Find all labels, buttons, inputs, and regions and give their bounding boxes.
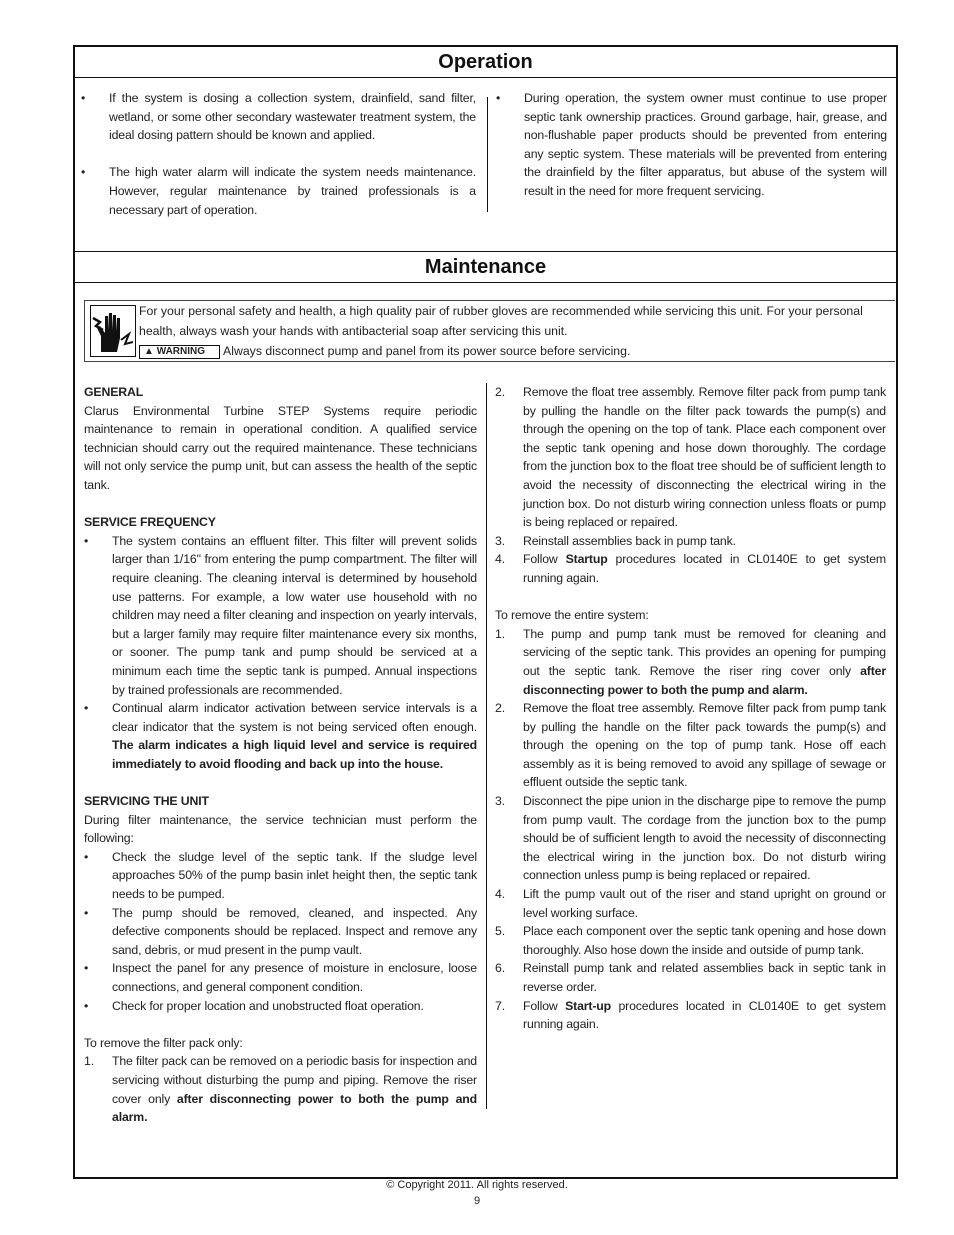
step-text: Follow — [523, 552, 558, 567]
list-item — [84, 904, 477, 960]
bullet: • — [81, 165, 86, 180]
list-item — [84, 1052, 477, 1126]
filter-pack-intro: To remove the filter pack only: — [84, 1035, 243, 1050]
servicing-text: The pump should be removed, cleaned, and inspected. Any defective components should be replaced. Inspect and remove any sand, debris, or mud present in the pump vault. — [112, 905, 477, 957]
list-item — [495, 625, 886, 699]
step-number: 1. — [495, 626, 505, 641]
step-number: 2. — [495, 385, 505, 399]
bullet: • — [496, 91, 501, 105]
servicing-text: Check for proper location and unobstructed float operation. — [112, 998, 424, 1013]
bullet: • — [84, 905, 89, 920]
step-bold-text: after disconnecting power to both the pump and alarm. — [523, 663, 886, 697]
list-item — [495, 550, 886, 587]
list-item — [84, 532, 477, 699]
step-text: Lift the pump vault out of the riser and stand upright on ground or level working surface. — [523, 887, 886, 920]
safety-text: For your personal safety and health, a high quality pair of rubber gloves are recommended while servicing this unit. For your personal health, always wash your hands with antibacterial soap after servicing this unit. — [139, 304, 863, 338]
step-number: 1. — [84, 1054, 94, 1069]
list-item — [84, 699, 477, 773]
list-item — [495, 699, 886, 792]
servicing-heading: SERVICING THE UNIT — [84, 794, 209, 809]
operation-text: If the system is dosing a collection system, drainfield, sand filter, wetland, or some other secondary wastewater treatment system, the ideal dosing pattern should be known and applied. — [109, 91, 476, 143]
step-text: Follow — [523, 998, 558, 1013]
step-bold-text: after disconnecting power to both the pump and alarm. — [112, 1091, 477, 1125]
list-item — [495, 383, 886, 532]
general-heading: GENERAL — [84, 385, 144, 399]
safety-text-block — [139, 301, 879, 361]
operation-title: Operation — [75, 47, 896, 78]
list-item — [495, 997, 886, 1034]
step-text: Remove the float tree assembly. Remove filter pack from pump tank by pulling the handle on the filter pack towards the pump(s) and through the opening on the top of tank. Place each component over the septic tank opening and hose down thoroughly. The cordage from the junction box to the float tree should be of sufficient length to avoid the necessity of disconnecting the electrical wiring in the junction box. Do not disturb wiring connection unless floats or pump is being replaced or repaired. — [523, 385, 886, 530]
list-item — [495, 792, 886, 885]
step-text: Place each component over the septic tank opening and hose down thoroughly. Also hose down the inside and outside of pump tank. — [523, 924, 886, 957]
step-number: 3. — [495, 794, 505, 809]
step-text: The pump and pump tank must be removed for cleaning and servicing of the septic tank. This provides an opening for pumping out the septic tank. Remove the riser ring cover only — [523, 626, 886, 678]
page-number: 9 — [473, 1195, 481, 1207]
list-item — [496, 89, 887, 201]
list-item — [84, 959, 477, 996]
list-item — [495, 922, 886, 959]
list-item — [84, 997, 477, 1016]
list-item — [81, 163, 476, 219]
maintenance-right-column — [495, 383, 886, 1034]
service-frequency-text: Continual alarm indicator activation between service intervals is a clear indicator that the system is not being serviced often enough. — [112, 701, 477, 734]
step-text: procedures located in CL0140E to get system running again. — [523, 552, 886, 585]
column-divider — [487, 97, 488, 212]
step-number: 3. — [495, 533, 505, 548]
step-bold-text: Start-up — [565, 998, 612, 1013]
general-text: Clarus Environmental Turbine STEP Systems require periodic maintenance to remain in operational condition. A qualified service technician should carry out the required maintenance. These technicians will not only service the pump unit, but can assess the health of the septic tank. — [84, 403, 477, 492]
list-item — [495, 885, 886, 922]
warning-text: Always disconnect pump and panel from its power source before servicing. — [223, 344, 631, 358]
step-text: Disconnect the pipe union in the discharge pipe to remove the pump from pump vault. The cordage from the junction box to the pump should be of sufficient length to avoid the necessity of disconnecting the electrical wiring in the junction box. Do not disturb wiring connection unless pump is being replaced or repaired. — [523, 794, 886, 883]
step-number: 7. — [495, 998, 505, 1013]
operation-right-column — [496, 89, 887, 201]
service-frequency-text: The system contains an effluent filter. This filter will prevent solids larger than 1/16" from entering the pump compartment. The filter will require cleaning. The cleaning interval is determined by household use patterns. For example, a low water use household with no children may need a filter cleaning and inspection on yearly intervals, but a larger family may require filter maintenance every six months, or sooner. The pump tank and pump should be serviced at a minimum each time the septic tank is pumped. Annual inspections by trained professionals are recommended. — [112, 533, 477, 697]
step-text: The filter pack can be removed on a periodic basis for inspection and servicing without disturbing the pump and piping. Remove the riser cover only — [112, 1054, 477, 1106]
hand-hazard-icon — [90, 305, 136, 357]
step-number: 6. — [495, 961, 505, 976]
list-item — [495, 532, 886, 551]
bullet: • — [84, 701, 89, 716]
copyright: © Copyright 2011. All rights reserved. — [386, 1179, 568, 1191]
step-text: Reinstall pump tank and related assemblies back in septic tank in reverse order. — [523, 961, 886, 994]
list-item — [84, 848, 477, 904]
bullet: • — [84, 533, 89, 548]
servicing-text: Check the sludge level of the septic tank. If the sludge level approaches 50% of the pump basin inlet height then, the septic tank needs to be pumped. — [112, 849, 477, 902]
bullet: • — [81, 91, 86, 105]
list-item — [495, 959, 886, 996]
step-text: Remove the float tree assembly. Remove filter pack from pump tank by pulling the handle on the filter pack towards the pump(s) and through the opening on the top of pump tank. Hose off each assembly as it is being removed to avoid any spillage of sewage or effluent outside the septic tank. — [523, 701, 886, 790]
column-divider — [486, 383, 487, 1109]
entire-system-intro: To remove the entire system: — [495, 608, 649, 623]
step-bold-text: Startup — [565, 552, 608, 567]
maintenance-left-column — [84, 383, 477, 1127]
maintenance-title: Maintenance — [75, 251, 896, 283]
step-text: procedures located in CL0140E to get system running again. — [523, 998, 886, 1032]
operation-left-column — [81, 89, 476, 219]
bullet: • — [84, 961, 89, 976]
service-frequency-heading: SERVICE FREQUENCY — [84, 515, 216, 530]
step-number: 4. — [495, 887, 505, 902]
step-number: 4. — [495, 552, 505, 567]
operation-text: The high water alarm will indicate the system needs maintenance. However, regular maintenance by trained professionals is a necessary part of operation. — [109, 165, 476, 217]
page-frame — [73, 45, 898, 1179]
warning-badge: ▲ WARNING — [139, 345, 220, 359]
bullet: • — [84, 849, 89, 864]
operation-text: During operation, the system owner must continue to use proper septic tank ownership practices. Ground garbage, hair, grease, and non-flushable paper products should be prevented from entering any septic system. These materials will be prevented from entering the drainfield by the filter apparatus, but abuse of the system will result in the need for more frequent servicing. — [524, 91, 887, 198]
alarm-warning-text: The alarm indicates a high liquid level and service is required immediately to avoid flooding and back up into the house. — [112, 738, 477, 771]
bullet: • — [84, 998, 89, 1013]
servicing-text: Inspect the panel for any presence of moisture in enclosure, loose connections, and general component condition. — [112, 961, 477, 994]
step-text: Reinstall assemblies back in pump tank. — [523, 533, 736, 548]
servicing-intro: During filter maintenance, the service technician must perform the following: — [84, 812, 477, 846]
list-item — [81, 89, 476, 145]
warning-label: WARNING — [156, 346, 206, 357]
step-number: 2. — [495, 701, 505, 716]
step-number: 5. — [495, 924, 505, 939]
safety-warning-box — [84, 300, 895, 362]
